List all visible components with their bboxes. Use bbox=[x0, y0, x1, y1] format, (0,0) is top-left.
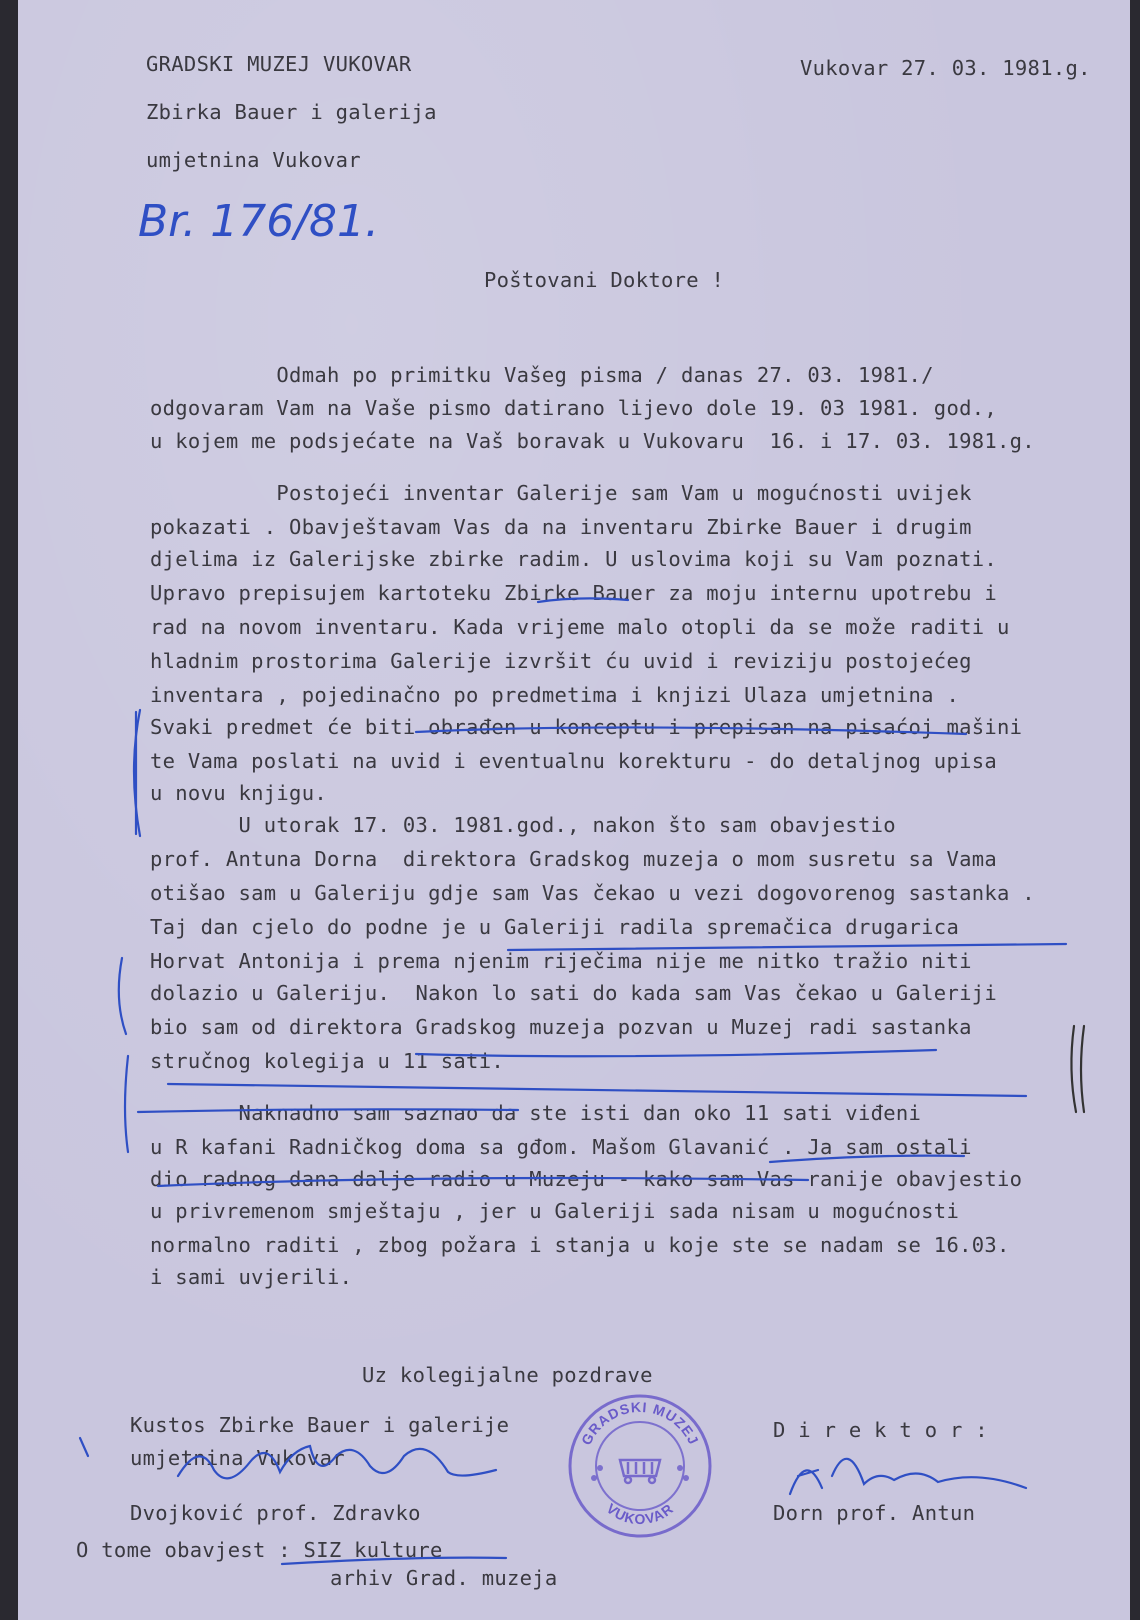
curator-signature bbox=[178, 1446, 496, 1478]
underline-sam-vas-cekao bbox=[508, 944, 1066, 950]
institution-subtitle: Zbirka Bauer i galerija bbox=[146, 100, 437, 124]
body-line: Upravo prepisujem kartoteku Zbirke Bauer za moju internu upotrebu i bbox=[150, 581, 998, 605]
body-line: Svaki predmet će biti obrađen u konceptu i prepisan na pisaćoj mašini bbox=[150, 715, 1023, 739]
body-line: odgovaram Vam na Vaše pismo datirano lijevo dole 19. 03 1981. god., bbox=[150, 396, 998, 420]
curator-name: Dvojković prof. Zdravko bbox=[130, 1501, 421, 1525]
pen-annotations bbox=[18, 0, 1130, 1620]
underline-radim bbox=[538, 598, 628, 602]
body-line: bio sam od direktora Gradskog muzeja pozvan u Muzej radi sastanka bbox=[150, 1015, 972, 1039]
body-line: normalno raditi , zbog požara i stanja u koje ste se nadam se 16.03. bbox=[150, 1233, 1010, 1257]
underline-nakon-10-sati bbox=[416, 1050, 936, 1056]
curator-title-2: umjetnina Vukovar bbox=[130, 1446, 345, 1470]
copy-to-line-2: arhiv Grad. muzeja bbox=[330, 1566, 558, 1590]
reference-number: Br. 176/81. bbox=[138, 196, 379, 247]
underline-kafani bbox=[158, 1178, 808, 1186]
body-line: Odmah po primitku Vašeg pisma / danas 27. 03. 1981./ bbox=[150, 363, 934, 387]
body-line: hladnim prostorima Galerije izvršit ću uvid i reviziju postojećeg bbox=[150, 649, 972, 673]
institution-name: GRADSKI MUZEJ VUKOVAR bbox=[146, 52, 412, 76]
body-line: dolazio u Galeriju. Nakon lo sati do kada sam Vas čekao u Galeriji bbox=[150, 981, 998, 1005]
body-line: prof. Antuna Dorna direktora Gradskog muzeja o mom susretu sa Vama bbox=[150, 847, 998, 871]
body-line: stručnog kolegija u 11 sati. bbox=[150, 1049, 504, 1073]
closing-phrase: Uz kolegijalne pozdrave bbox=[362, 1363, 653, 1387]
body-line: pokazati . Obavještavam Vas da na inventaru Zbirke Bauer i drugim bbox=[150, 515, 972, 539]
body-line: u privremenom smještaju , jer u Galeriji sada nisam u mogućnosti bbox=[150, 1199, 960, 1223]
body-line: u novu knjigu. bbox=[150, 781, 327, 805]
stamp-top-text: GRADSKI MUZEJ bbox=[577, 1398, 703, 1448]
body-line: te Vama poslati na uvid i eventualnu korekturu - do detaljnog upisa bbox=[150, 749, 998, 773]
curator-title-1: Kustos Zbirke Bauer i galerije bbox=[130, 1413, 510, 1437]
copy-to-line-1: O tome obavjest : SIZ kulture bbox=[76, 1538, 443, 1562]
body-line: Horvat Antonija i prema njenim riječima nije me nitko tražio niti bbox=[150, 949, 972, 973]
director-name: Dorn prof. Antun bbox=[773, 1501, 976, 1525]
director-signature bbox=[790, 1459, 1026, 1494]
body-line: Naknadno sam saznao da ste isti dan oko 11 sati viđeni bbox=[150, 1101, 922, 1125]
body-line: Taj dan cjelo do podne je u Galeriji radila spremačica drugarica bbox=[150, 915, 960, 939]
letter-page bbox=[18, 0, 1130, 1620]
margin-bracket-2 bbox=[119, 958, 126, 1034]
body-line: rad na novom inventaru. Kada vrijeme malo otopli da se može raditi u bbox=[150, 615, 1010, 639]
stray-mark bbox=[80, 1438, 88, 1456]
underline-viden bbox=[770, 1156, 964, 1162]
director-title: D i r e k t o r : bbox=[773, 1418, 988, 1442]
body-line: Postojeći inventar Galerije sam Vam u mogućnosti uvijek bbox=[150, 481, 972, 505]
margin-bracket-right-1 bbox=[1071, 1026, 1076, 1112]
margin-bracket-3 bbox=[125, 1056, 128, 1152]
stamp-bottom-text: VUKOVAR bbox=[603, 1500, 677, 1528]
underline-strucnog bbox=[138, 1109, 518, 1112]
body-line: djelima iz Galerijske zbirke radim. U uslovima koji su Vam poznati. bbox=[150, 547, 998, 571]
body-line: otišao sam u Galeriju gdje sam Vas čekao u vezi dogovorenog sastanka . bbox=[150, 881, 1035, 905]
body-line: i sami uvjerili. bbox=[150, 1265, 353, 1289]
letter-date: Vukovar 27. 03. 1981.g. bbox=[800, 56, 1091, 80]
underline-bio-sam bbox=[168, 1084, 1026, 1096]
institution-location: umjetnina Vukovar bbox=[146, 148, 361, 172]
underline-siz-kulture bbox=[282, 1558, 506, 1564]
body-line: dio radnog dana dalje radio u Muzeju - kako sam Vas ranije obavjestio bbox=[150, 1167, 1023, 1191]
body-line: u kojem me podsjećate na Vaš boravak u Vukovaru 16. i 17. 03. 1981.g. bbox=[150, 429, 1035, 453]
body-line: u R kafani Radničkog doma sa gđom. Mašom Glavanić . Ja sam ostali bbox=[150, 1135, 972, 1159]
body-line: inventara , pojedinačno po predmetima i knjizi Ulaza umjetnina . bbox=[150, 683, 960, 707]
margin-bracket-right-2 bbox=[1081, 1026, 1084, 1112]
underline-pojedinacno bbox=[416, 727, 966, 734]
salutation: Poštovani Doktore ! bbox=[484, 268, 725, 292]
body-line: U utorak 17. 03. 1981.god., nakon što sam obavjestio bbox=[150, 813, 896, 837]
